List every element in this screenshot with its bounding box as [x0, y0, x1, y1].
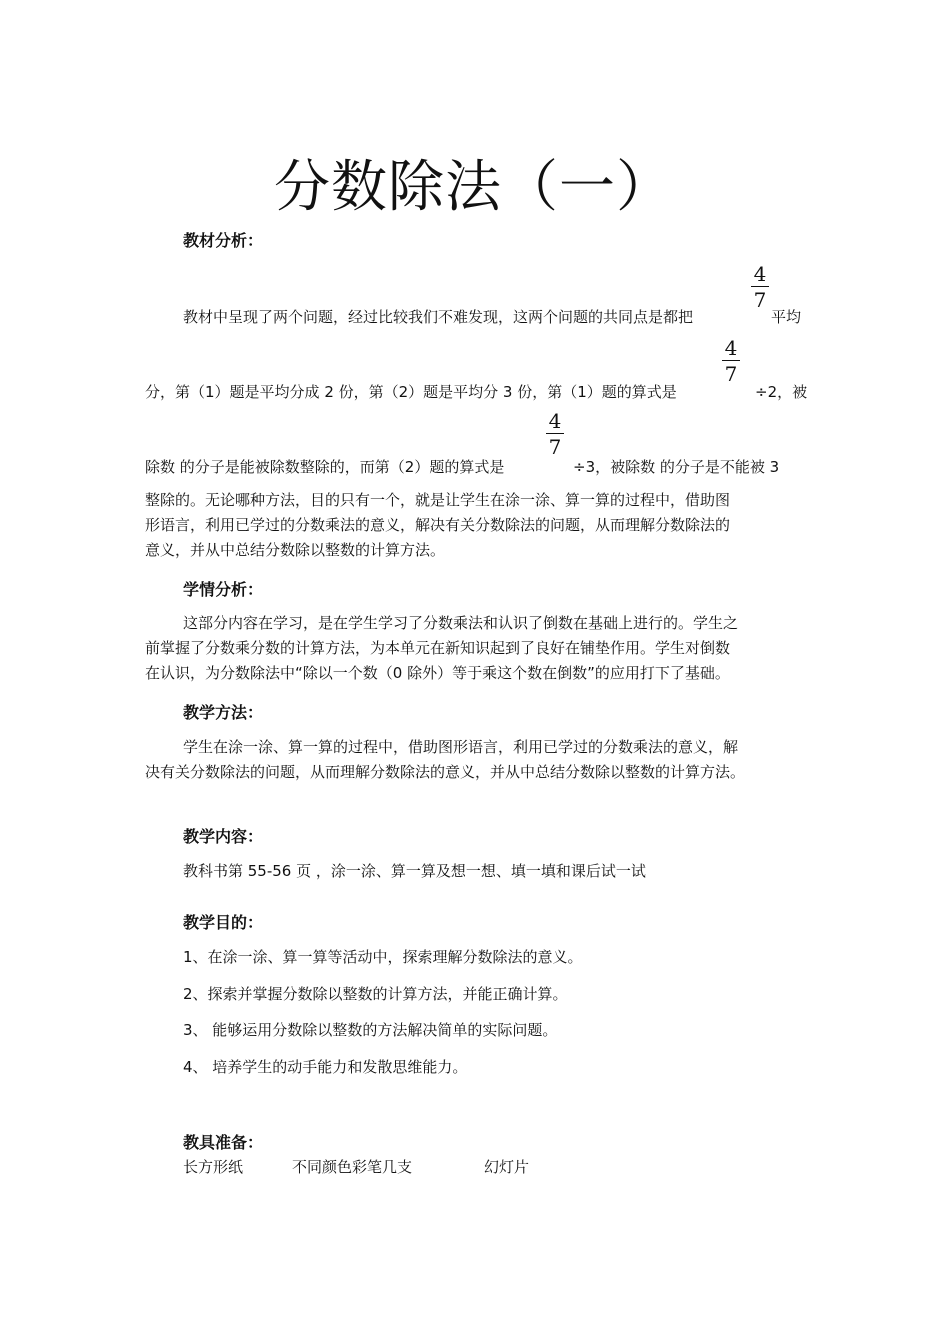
fraction-four-sevenths — [751, 263, 769, 311]
method-line-2: 决有关分数除法的问题，从而理解分数除法的意义，并从中总结分数除以整数的计算方法。 — [145, 763, 746, 781]
section-heading-goals: 教学目的： — [183, 913, 264, 932]
students-line-2: 前掌握了分数乘分数的计算方法，为本单元在新知识起到了良好在铺垫作用。学生对倒数 — [145, 639, 731, 657]
content-line-1: 教科书第 55-56 页 ，涂一涂、算一算及想一想、填一填和课后试一试 — [183, 862, 646, 880]
fraction-numerator: 4 — [753, 262, 767, 286]
goal-item: 4、 培养学生的动手能力和发散思维能力。 — [183, 1058, 468, 1076]
material-line-2a: 分，第（1）题是平均分成 2 份，第（2）题是平均分 3 份，第（1）题的算式是 — [145, 383, 677, 401]
tool-item: 不同颜色彩笔几支 — [292, 1158, 413, 1176]
fraction-denominator: 7 — [548, 435, 562, 459]
material-line-1a: 教材中呈现了两个问题，经过比较我们不难发现，这两个问题的共同点是都把 — [183, 308, 694, 326]
material-line-1b: 平均 — [771, 308, 802, 326]
material-line-4: 整除的。无论哪种方法，目的只有一个，就是让学生在涂一涂、算一算的过程中，借助图 — [145, 491, 731, 509]
tool-item: 幻灯片 — [484, 1158, 530, 1176]
fraction-bar — [751, 286, 769, 287]
fraction-denominator: 7 — [753, 288, 767, 312]
fraction-numerator: 4 — [548, 409, 562, 433]
section-heading-students: 学情分析： — [183, 580, 264, 599]
goal-item: 2、探索并掌握分数除以整数的计算方法，并能正确计算。 — [183, 985, 568, 1003]
tool-item: 长方形纸 — [183, 1158, 244, 1176]
material-line-2b: ÷2，被 — [755, 383, 808, 401]
students-line-3: 在认识，为分数除法中“除以一个数（0 除外）等于乘这个数在倒数”的应用打下了基础。 — [145, 664, 730, 682]
material-line-6: 意义，并从中总结分数除以整数的计算方法。 — [145, 541, 446, 559]
section-heading-content: 教学内容： — [183, 827, 264, 846]
section-heading-material: 教材分析： — [183, 231, 264, 250]
section-heading-method: 教学方法： — [183, 703, 264, 722]
section-heading-tools: 教具准备： — [183, 1133, 264, 1152]
material-line-3a: 除数 的分子是能被除数整除的，而第（2）题的算式是 — [145, 458, 505, 476]
material-line-5: 形语言，利用已学过的分数乘法的意义，解决有关分数除法的问题，从而理解分数除法的 — [145, 516, 731, 534]
fraction-denominator: 7 — [724, 362, 738, 386]
fraction-bar — [722, 360, 740, 361]
fraction-bar — [546, 433, 564, 434]
method-line-1: 学生在涂一涂、算一算的过程中，借助图形语言，利用已学过的分数乘法的意义，解 — [183, 738, 739, 756]
page-title: 分数除法（一） — [274, 155, 673, 220]
fraction-four-sevenths — [722, 337, 740, 385]
goal-item: 1、在涂一涂、算一算等活动中，探索理解分数除法的意义。 — [183, 948, 583, 966]
fraction-four-sevenths — [546, 410, 564, 458]
material-line-3b: ÷3，被除数 的分子是不能被 3 — [573, 458, 780, 476]
fraction-numerator: 4 — [724, 336, 738, 360]
goal-item: 3、 能够运用分数除以整数的方法解决简单的实际问题。 — [183, 1021, 558, 1039]
students-line-1: 这部分内容在学习，是在学生学习了分数乘法和认识了倒数在基础上进行的。学生之 — [183, 614, 739, 632]
